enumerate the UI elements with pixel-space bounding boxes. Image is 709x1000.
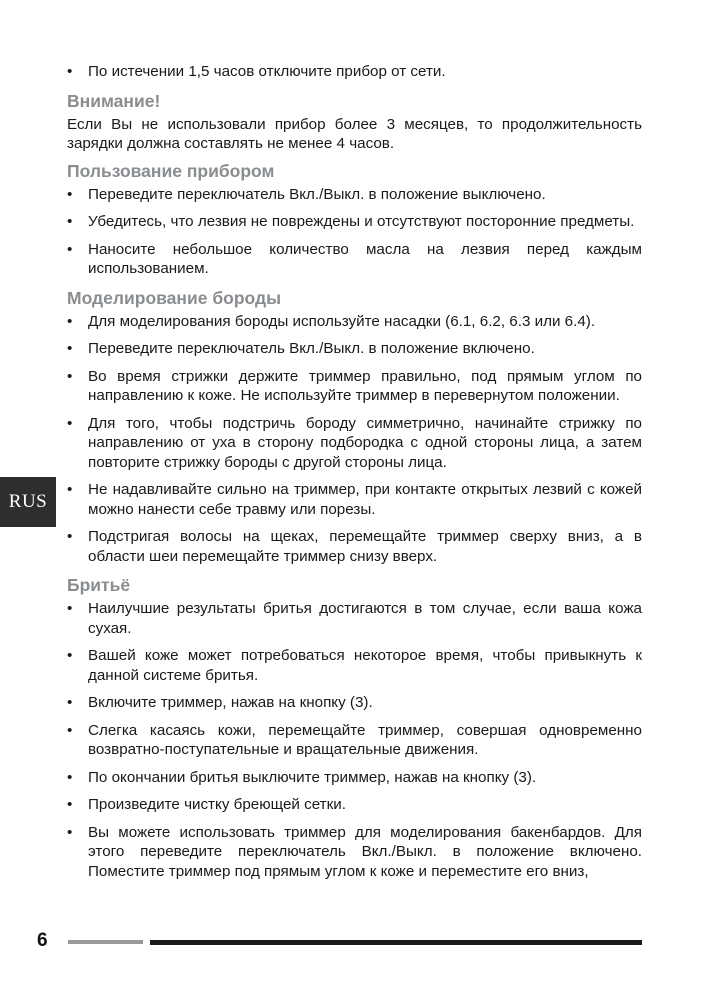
list-item: • Слегка касаясь кожи, перемещайте триммер, совершая одновременно возвратно-поступательные и вращательные движения. [67, 721, 642, 760]
list-item: • Переведите переключатель Вкл./Выкл. в положение включено. [67, 339, 642, 359]
section-heading-usage: Пользование прибором [67, 160, 275, 181]
list-item: • Не надавливайте сильно на триммер, при контакте открытых лезвий с кожей можно нанести себе травму или порезы. [67, 480, 642, 519]
page-content [67, 62, 642, 889]
list-item: • Переведите переключатель Вкл./Выкл. в положение выключено. [67, 185, 642, 205]
attention-paragraph: Если Вы не использовали прибор более 3 месяцев, то продолжительность зарядки должна составлять не менее 4 часов. [67, 115, 642, 152]
section-heading-shaving: Бритьё [67, 575, 131, 595]
list-item: • Наилучшие результаты бритья достигаются в том случае, если ваша кожа сухая. [67, 599, 642, 638]
section-heading-attention: Внимание! [67, 90, 161, 111]
footer-rule-black [150, 940, 642, 945]
section-heading-beard: Моделирование бороды [67, 287, 282, 308]
list-item: • Включите триммер, нажав на кнопку (3). [67, 693, 642, 713]
list-item: • Вы можете использовать триммер для моделирования бакенбардов. Для этого переведите переключатель Вкл./Выкл. в положение включено. Поместите триммер под прямым углом к коже и переместите его вниз, [67, 823, 642, 882]
list-item: • Произведите чистку бреющей сетки. [67, 795, 642, 815]
page-number: 6 [37, 930, 48, 951]
footer-rule-gray [68, 940, 143, 944]
list-item: • Для того, чтобы подстричь бороду симметрично, начинайте стрижку по направлению от уха в сторону подбородка с одной стороны лица, а затем повторите стрижку бороды с другой стороны лица. [67, 414, 642, 473]
list-item: • Наносите небольшое количество масла на лезвия перед каждым использованием. [67, 240, 642, 279]
list-item: • Во время стрижки держите триммер правильно, под прямым углом по направлению к коже. Не используйте триммер в перевернутом положении. [67, 367, 642, 406]
list-item: • Для моделирования бороды используйте насадки (6.1, 6.2, 6.3 или 6.4). [67, 312, 642, 332]
language-tab: RUS [0, 477, 56, 527]
list-item: • По окончании бритья выключите триммер, нажав на кнопку (3). [67, 768, 642, 788]
list-item: • Убедитесь, что лезвия не повреждены и отсутствуют посторонние предметы. [67, 212, 642, 232]
list-item: • Подстригая волосы на щеках, перемещайте триммер сверху вниз, а в области шеи перемещайте триммер снизу вверх. [67, 527, 642, 566]
list-item: • По истечении 1,5 часов отключите прибор от сети. [67, 62, 642, 82]
list-item: • Вашей коже может потребоваться некоторое время, чтобы привыкнуть к данной системе бритья. [67, 646, 642, 685]
